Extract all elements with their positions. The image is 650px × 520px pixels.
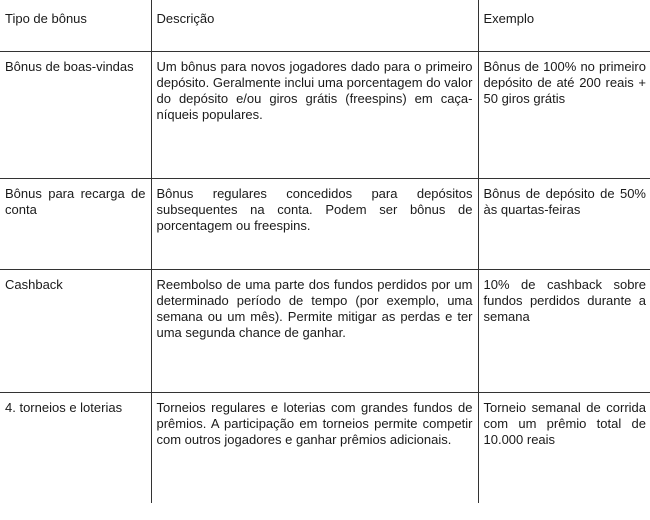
cell-example: Bônus de 100% no primeiro depósito de até 200 reais + 50 giros grátis <box>478 52 650 179</box>
cell-description: Reembolso de uma parte dos fundos perdidos por um determinado período de tempo (por exemplo, uma semana ou um mês). Permite mitigar as perdas e ter uma segunda chance de ganhar. <box>151 270 478 393</box>
table-row <box>0 52 650 179</box>
cell-type: Bônus de boas-vindas <box>0 52 151 179</box>
cell-description: Torneios regulares e loterias com grandes fundos de prêmios. A participação em torneios permite competir com outros jogadores e ganhar prêmios adicionais. <box>151 393 478 504</box>
cell-type: Bônus para recarga de conta <box>0 179 151 270</box>
header-type: Tipo de bônus <box>0 0 151 52</box>
header-example: Exemplo <box>478 0 650 52</box>
cell-example: Torneio semanal de corrida com um prêmio total de 10.000 reais <box>478 393 650 504</box>
table-row <box>0 179 650 270</box>
header-description: Descrição <box>151 0 478 52</box>
table-header-row <box>0 0 650 52</box>
cell-example: 10% de cashback sobre fundos perdidos durante a semana <box>478 270 650 393</box>
cell-description: Bônus regulares concedidos para depósitos subsequentes na conta. Podem ser bônus de porcentagem ou freespins. <box>151 179 478 270</box>
table-row <box>0 393 650 504</box>
table-row <box>0 270 650 393</box>
cell-type: Cashback <box>0 270 151 393</box>
cell-description: Um bônus para novos jogadores dado para o primeiro depósito. Geralmente inclui uma porcentagem do valor do depósito e/ou giros grátis (freespins) em caça-níqueis populares. <box>151 52 478 179</box>
cell-example: Bônus de depósito de 50% às quartas-feiras <box>478 179 650 270</box>
cell-type: 4. torneios e loterias <box>0 393 151 504</box>
